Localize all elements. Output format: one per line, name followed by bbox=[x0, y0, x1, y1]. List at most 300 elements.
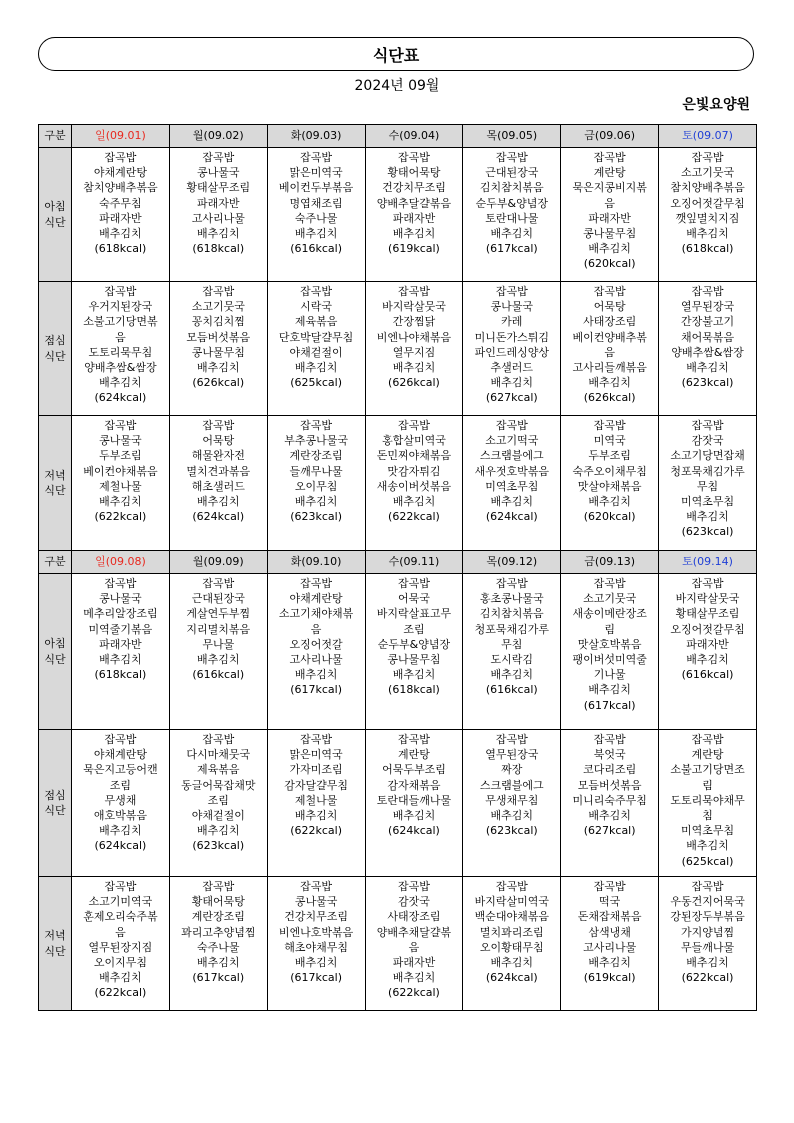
dish-item: 감잣국 bbox=[691, 434, 724, 448]
menu-cell bbox=[365, 416, 463, 551]
dish-item: 순두부&양념장 bbox=[377, 637, 451, 651]
dish-item: 오이황태무침 bbox=[479, 940, 544, 954]
dish-item: 미역초무침 bbox=[680, 824, 735, 838]
menu-cell bbox=[463, 282, 561, 416]
dish-item: 계란탕 bbox=[691, 748, 724, 762]
menu-cell bbox=[659, 730, 757, 877]
dish-item: 잡곡밥 bbox=[300, 419, 333, 432]
menu-cell bbox=[561, 877, 659, 1011]
calorie-value: (624kcal) bbox=[485, 510, 538, 524]
dish-item: 잡곡밥 bbox=[691, 419, 724, 432]
dish-item: 미역줄기볶음 bbox=[88, 622, 153, 636]
dish-item: 배추김치 bbox=[99, 824, 142, 838]
dish-item: 배추김치 bbox=[588, 495, 631, 509]
dish-item: 잡곡밥 bbox=[398, 733, 430, 746]
dish-item: 양배추쌈&쌈장 bbox=[671, 345, 744, 359]
dish-item: 소불고기당면볶 bbox=[83, 315, 158, 329]
dish-item: 우거지된장국 bbox=[88, 300, 153, 314]
menu-cell bbox=[659, 574, 757, 730]
dish-item: 잡곡밥 bbox=[202, 880, 235, 893]
menu-cell bbox=[169, 574, 267, 730]
dish-item: 북엇국 bbox=[593, 748, 626, 762]
dish-item: 팽이버섯미역줄 bbox=[572, 653, 647, 667]
dish-item: 참치양배추볶음 bbox=[83, 181, 158, 195]
dish-item: 청포묵채김가루 bbox=[474, 622, 549, 636]
breakfast-row bbox=[39, 574, 757, 730]
calorie-value: (625kcal) bbox=[681, 854, 734, 868]
dish-item: 열무된장지짐 bbox=[88, 940, 153, 954]
gubun-label: 구분 bbox=[39, 125, 72, 148]
breakfast-row bbox=[39, 148, 757, 282]
day-header: 토(09.07) bbox=[659, 125, 757, 148]
dish-item: 비엔나호박볶음 bbox=[278, 925, 354, 939]
dish-item: 멸치견과볶음 bbox=[186, 464, 251, 478]
dish-item: 배추김치 bbox=[392, 495, 436, 509]
calorie-value: (624kcal) bbox=[485, 971, 538, 985]
dish-item: 감자채볶음 bbox=[387, 778, 441, 792]
dish-item: 배추김치 bbox=[392, 361, 436, 375]
calorie-value: (617kcal) bbox=[192, 971, 245, 985]
dish-item: 바지락살표고무 bbox=[376, 607, 452, 621]
dish-item: 잡곡밥 bbox=[202, 733, 235, 746]
calorie-value: (617kcal) bbox=[485, 242, 538, 256]
dish-item: 애호박볶음 bbox=[93, 809, 147, 823]
dish-item: 잡곡밥 bbox=[495, 880, 528, 893]
dish-item: 미역초무침 bbox=[485, 479, 539, 493]
dish-item: 미니리숙주무침 bbox=[572, 793, 647, 807]
day-header: 수(09.04) bbox=[365, 125, 463, 148]
menu-cell bbox=[561, 282, 659, 416]
dish-item: 림 bbox=[702, 778, 713, 792]
dish-item: 가지양념찜 bbox=[680, 925, 735, 939]
calorie-value: (619kcal) bbox=[583, 971, 636, 985]
dish-item: 배추김치 bbox=[490, 809, 534, 823]
dish-item: 돈민찌야채볶음 bbox=[376, 449, 452, 463]
dish-item: 도토리묵무침 bbox=[88, 345, 153, 359]
calorie-value: (623kcal) bbox=[681, 376, 734, 390]
meal-label: 저녁 식단 bbox=[39, 416, 72, 551]
dish-item: 잡곡밥 bbox=[202, 419, 235, 432]
dish-item: 바지락살미역국 bbox=[474, 895, 549, 909]
dish-item: 새우젓호박볶음 bbox=[474, 464, 549, 478]
calorie-value: (626kcal) bbox=[192, 376, 245, 390]
dish-item: 잡곡밥 bbox=[593, 577, 626, 590]
week-header-row bbox=[39, 125, 757, 148]
calorie-value: (616kcal) bbox=[681, 668, 734, 682]
dish-item: 건강치무조림 bbox=[382, 181, 446, 195]
calorie-value: (622kcal) bbox=[94, 986, 147, 1000]
dish-item: 삼색냉채 bbox=[588, 925, 631, 939]
day-header: 일(09.01) bbox=[72, 125, 170, 148]
dish-item: 청포묵채김가루 bbox=[670, 464, 745, 478]
dish-item: 김치참치볶음 bbox=[479, 181, 544, 195]
dish-item: 게살연두부찜 bbox=[186, 607, 251, 621]
dish-item: 콩나물국 bbox=[294, 895, 338, 909]
day-header: 목(09.05) bbox=[463, 125, 561, 148]
dish-item: 잡곡밥 bbox=[104, 285, 137, 298]
dish-item: 배추김치 bbox=[686, 227, 729, 241]
dish-item: 배추김치 bbox=[686, 956, 729, 970]
calorie-value: (622kcal) bbox=[94, 510, 147, 524]
dish-item: 백순대야채볶음 bbox=[474, 910, 549, 924]
dish-item: 훈제오리숙주볶 bbox=[83, 910, 158, 924]
calorie-value: (620kcal) bbox=[583, 510, 636, 524]
dish-item: 황태어묵탕 bbox=[191, 895, 245, 909]
dish-item: 단호박달걀무침 bbox=[278, 330, 354, 344]
dish-item: 제철나물 bbox=[294, 793, 338, 807]
dish-item: 도시락김 bbox=[490, 653, 534, 667]
dish-item: 새송이버섯볶음 bbox=[376, 479, 452, 493]
dish-item: 계란탕 bbox=[398, 748, 430, 762]
dish-item: 파래자반 bbox=[588, 211, 631, 225]
dish-item: 잡곡밥 bbox=[691, 733, 724, 746]
dish-item: 시락국 bbox=[300, 300, 333, 314]
dish-item: 열무지짐 bbox=[392, 345, 436, 359]
dish-item: 음 bbox=[115, 925, 126, 939]
dish-item: 오징어젓갈 bbox=[289, 637, 343, 651]
dish-item: 파래자반 bbox=[197, 196, 240, 210]
dish-item: 잡곡밥 bbox=[495, 285, 528, 298]
dish-item: 순두부&양념장 bbox=[475, 196, 548, 210]
calorie-value: (627kcal) bbox=[583, 824, 636, 838]
dish-item: 베이컨양배추볶 bbox=[572, 330, 647, 344]
dish-item: 잡곡밥 bbox=[300, 151, 333, 164]
dish-item: 황태어묵탕 bbox=[387, 166, 441, 180]
dish-item: 간장불고기 bbox=[680, 315, 735, 329]
dish-item: 배추김치 bbox=[686, 361, 729, 375]
menu-cell bbox=[267, 416, 365, 551]
calorie-value: (617kcal) bbox=[290, 683, 342, 697]
dish-item: 배추김치 bbox=[99, 376, 142, 390]
dish-item: 파래자반 bbox=[686, 637, 729, 651]
dish-item: 오이무침 bbox=[294, 479, 338, 493]
organization-name: 은빛요양원 bbox=[682, 97, 750, 113]
menu-cell bbox=[365, 574, 463, 730]
dish-item: 배추김치 bbox=[588, 376, 631, 390]
dish-item: 잡곡밥 bbox=[495, 577, 528, 590]
dish-item: 사태장조림 bbox=[583, 315, 637, 329]
dish-item: 지리멸치볶음 bbox=[186, 622, 251, 636]
dish-item: 배추김치 bbox=[197, 653, 240, 667]
dish-item: 조림 bbox=[207, 793, 229, 807]
dish-item: 홍합살미역국 bbox=[382, 434, 446, 448]
dish-item: 야채겉절이 bbox=[289, 345, 343, 359]
menu-cell bbox=[72, 416, 170, 551]
dish-item: 잡곡밥 bbox=[104, 733, 137, 746]
day-header: 금(09.13) bbox=[561, 551, 659, 574]
dish-item: 배추김치 bbox=[197, 227, 240, 241]
dish-item: 잡곡밥 bbox=[691, 151, 724, 164]
dish-item: 모듬버섯볶음 bbox=[186, 330, 251, 344]
dish-item: 참치양배추볶음 bbox=[670, 181, 745, 195]
dish-item: 잡곡밥 bbox=[202, 285, 235, 298]
dish-item: 명엽채조림 bbox=[289, 196, 343, 210]
dinner-row bbox=[39, 877, 757, 1011]
menu-cell bbox=[561, 148, 659, 282]
calorie-value: (626kcal) bbox=[583, 391, 636, 405]
menu-cell bbox=[72, 730, 170, 877]
dish-item: 무생채무침 bbox=[485, 793, 539, 807]
dish-item: 모듬버섯볶음 bbox=[577, 778, 642, 792]
dish-item: 잡곡밥 bbox=[495, 419, 528, 432]
dish-item: 배추김치 bbox=[490, 668, 534, 682]
dish-item: 도토리묵야채무 bbox=[670, 793, 745, 807]
meal-label: 점심 식단 bbox=[39, 282, 72, 416]
menu-cell bbox=[659, 148, 757, 282]
dish-item: 추샐러드 bbox=[490, 361, 534, 375]
calorie-value: (626kcal) bbox=[388, 376, 440, 390]
calorie-value: (617kcal) bbox=[290, 971, 342, 985]
dish-item: 소고기미역국 bbox=[88, 895, 153, 909]
meal-label: 점심 식단 bbox=[39, 730, 72, 877]
menu-cell bbox=[659, 877, 757, 1011]
dish-item: 무침 bbox=[501, 637, 523, 651]
dish-item: 배추김치 bbox=[490, 227, 534, 241]
dish-item: 미니돈가스튀김 bbox=[474, 330, 549, 344]
dish-item: 감자달걀무침 bbox=[284, 778, 348, 792]
dish-item: 오징어젓갈무침 bbox=[670, 196, 745, 210]
dish-item: 음 bbox=[115, 330, 126, 344]
dish-item: 무침 bbox=[696, 479, 719, 493]
dish-item: 파래자반 bbox=[99, 637, 142, 651]
dish-item: 배추김치 bbox=[490, 495, 534, 509]
meal-label: 아침 식단 bbox=[39, 574, 72, 730]
dish-item: 소고기뭇국 bbox=[583, 592, 637, 606]
day-header: 월(09.02) bbox=[169, 125, 267, 148]
dish-item: 소고기당면잡채 bbox=[670, 449, 745, 463]
dish-item: 계란장조림 bbox=[289, 449, 343, 463]
dish-item: 배추김치 bbox=[588, 242, 631, 256]
dish-item: 메추리알장조림 bbox=[83, 607, 158, 621]
dish-item: 콩나물국 bbox=[99, 434, 142, 448]
dish-item: 비엔나야채볶음 bbox=[376, 330, 452, 344]
dish-item: 콩나물국 bbox=[99, 592, 142, 606]
calorie-value: (622kcal) bbox=[388, 510, 440, 524]
calorie-value: (623kcal) bbox=[681, 525, 734, 539]
dish-item: 잡곡밥 bbox=[202, 151, 235, 164]
dish-item: 잡곡밥 bbox=[398, 880, 430, 893]
dish-item: 두부조림 bbox=[588, 449, 631, 463]
meal-label: 저녁 식단 bbox=[39, 877, 72, 1011]
dish-item: 잡곡밥 bbox=[495, 151, 528, 164]
dish-item: 음 bbox=[408, 940, 420, 954]
day-header: 금(09.06) bbox=[561, 125, 659, 148]
dish-item: 오이지무침 bbox=[93, 956, 147, 970]
dish-item: 맛살호박볶음 bbox=[577, 637, 642, 651]
dish-item: 어묵탕 bbox=[593, 300, 626, 314]
calorie-value: (624kcal) bbox=[192, 510, 245, 524]
dish-item: 계란탕 bbox=[593, 166, 626, 180]
calorie-value: (624kcal) bbox=[94, 391, 147, 405]
dish-item: 잡곡밥 bbox=[593, 880, 626, 893]
dish-item: 우동건지어묵국 bbox=[670, 895, 745, 909]
meal-label: 아침 식단 bbox=[39, 148, 72, 282]
dish-item: 배추김치 bbox=[392, 971, 436, 985]
dish-item: 해초샐러드 bbox=[191, 479, 245, 493]
dish-item: 잡곡밥 bbox=[104, 151, 137, 164]
dish-item: 근대된장국 bbox=[485, 166, 539, 180]
dish-item: 잡곡밥 bbox=[593, 419, 626, 432]
dish-item: 콩나물국 bbox=[490, 300, 534, 314]
dish-item: 배추김치 bbox=[686, 653, 729, 667]
dish-item: 음 bbox=[310, 622, 322, 636]
dish-item: 양배추채달걀볶 bbox=[376, 925, 452, 939]
dish-item: 배추김치 bbox=[294, 809, 338, 823]
meal-plan-table bbox=[38, 124, 757, 1011]
dish-item: 홍초콩나물국 bbox=[479, 592, 544, 606]
dish-item: 강된장두부볶음 bbox=[670, 910, 745, 924]
dish-item: 조림 bbox=[109, 778, 132, 792]
dish-item: 고사리나물 bbox=[583, 940, 637, 954]
dish-item: 소고기뭇국 bbox=[191, 300, 245, 314]
dish-item: 배추김치 bbox=[197, 495, 240, 509]
dish-item: 고사리나물 bbox=[191, 211, 245, 225]
menu-cell bbox=[169, 416, 267, 551]
menu-cell bbox=[169, 730, 267, 877]
lunch-row bbox=[39, 730, 757, 877]
dish-item: 잡곡밥 bbox=[104, 880, 137, 893]
dish-item: 배추김치 bbox=[99, 971, 142, 985]
dish-item: 기나물 bbox=[593, 668, 626, 682]
menu-cell bbox=[365, 730, 463, 877]
dish-item: 잡곡밥 bbox=[398, 577, 430, 590]
day-header: 일(09.08) bbox=[72, 551, 170, 574]
dish-item: 황태살무조림 bbox=[186, 181, 251, 195]
dish-item: 배추김치 bbox=[99, 653, 142, 667]
menu-cell bbox=[463, 416, 561, 551]
day-header: 월(09.09) bbox=[169, 551, 267, 574]
calorie-value: (627kcal) bbox=[485, 391, 538, 405]
dish-item: 음 bbox=[604, 345, 615, 359]
menu-cell bbox=[561, 730, 659, 877]
dish-item: 맑은미역국 bbox=[289, 166, 343, 180]
menu-cell bbox=[365, 282, 463, 416]
calorie-value: (622kcal) bbox=[290, 824, 342, 838]
dish-item: 야채겉절이 bbox=[191, 809, 245, 823]
dish-item: 배추김치 bbox=[588, 809, 631, 823]
dish-item: 무생채 bbox=[104, 793, 137, 807]
dish-item: 콩나물국 bbox=[197, 166, 240, 180]
dish-item: 배추김치 bbox=[686, 839, 729, 853]
menu-cell bbox=[659, 416, 757, 551]
lunch-row bbox=[39, 282, 757, 416]
dish-item: 숙주무침 bbox=[99, 196, 142, 210]
dish-item: 배추김치 bbox=[197, 956, 240, 970]
week-header-row bbox=[39, 551, 757, 574]
dish-item: 들깨무나물 bbox=[289, 464, 343, 478]
dish-item: 소고기떡국 bbox=[485, 434, 539, 448]
dish-item: 콩나물무침 bbox=[387, 653, 441, 667]
dish-item: 배추김치 bbox=[294, 361, 338, 375]
dish-item: 카레 bbox=[501, 315, 523, 329]
calorie-value: (625kcal) bbox=[290, 376, 342, 390]
gubun-label: 구분 bbox=[39, 551, 72, 574]
dish-item: 배추김치 bbox=[686, 510, 729, 524]
dish-item: 잡곡밥 bbox=[104, 419, 137, 432]
dish-item: 콩나물무침 bbox=[191, 345, 245, 359]
calorie-value: (618kcal) bbox=[94, 242, 147, 256]
dish-item: 깻잎멸치지짐 bbox=[675, 211, 740, 225]
menu-cell bbox=[267, 282, 365, 416]
menu-cell bbox=[463, 148, 561, 282]
dish-item: 근대된장국 bbox=[191, 592, 245, 606]
dish-item: 잡곡밥 bbox=[300, 880, 333, 893]
dish-item: 고사리나물 bbox=[289, 653, 343, 667]
dish-item: 배추김치 bbox=[294, 956, 338, 970]
dish-item: 스크램블에그 bbox=[479, 449, 544, 463]
dish-item: 채어묵볶음 bbox=[680, 330, 735, 344]
dish-item: 배추김치 bbox=[294, 668, 338, 682]
dish-item: 야채계란탕 bbox=[93, 166, 147, 180]
menu-cell bbox=[463, 877, 561, 1011]
dish-item: 맑은미역국 bbox=[289, 748, 343, 762]
day-header: 수(09.11) bbox=[365, 551, 463, 574]
dish-item: 잡곡밥 bbox=[300, 733, 333, 746]
dish-item: 잡곡밥 bbox=[495, 733, 528, 746]
dish-item: 파인드레싱양상 bbox=[474, 345, 549, 359]
dish-item: 새송이메란장조 bbox=[572, 607, 647, 621]
dish-item: 어묵두부조림 bbox=[382, 763, 446, 777]
dish-item: 배추김치 bbox=[99, 227, 142, 241]
calorie-value: (622kcal) bbox=[388, 986, 440, 1000]
dish-item: 사태장조림 bbox=[387, 910, 441, 924]
dish-item: 고사리들깨볶음 bbox=[572, 361, 647, 375]
calorie-value: (616kcal) bbox=[485, 683, 538, 697]
calorie-value: (618kcal) bbox=[94, 668, 147, 682]
menu-cell bbox=[365, 877, 463, 1011]
dish-item: 잡곡밥 bbox=[398, 151, 430, 164]
dish-item: 토란대나물 bbox=[485, 211, 539, 225]
dish-item: 바지락살뭇국 bbox=[675, 592, 740, 606]
menu-cell bbox=[72, 574, 170, 730]
dish-item: 토란대들깨나물 bbox=[376, 793, 452, 807]
dish-item: 떡국 bbox=[599, 895, 621, 909]
menu-cell bbox=[267, 148, 365, 282]
dish-item: 무들깨나물 bbox=[680, 940, 735, 954]
dish-item: 배추김치 bbox=[197, 824, 240, 838]
calorie-value: (624kcal) bbox=[94, 839, 147, 853]
dish-item: 야채계란탕 bbox=[289, 592, 343, 606]
calorie-value: (618kcal) bbox=[192, 242, 245, 256]
dish-item: 가자미조림 bbox=[289, 763, 343, 777]
dish-item: 배추김치 bbox=[588, 956, 631, 970]
dish-item: 파래자반 bbox=[392, 956, 436, 970]
dish-item: 침 bbox=[702, 809, 713, 823]
calorie-value: (619kcal) bbox=[388, 242, 440, 256]
dish-item: 무나물 bbox=[202, 637, 235, 651]
calorie-value: (618kcal) bbox=[388, 683, 440, 697]
dish-item: 잡곡밥 bbox=[202, 577, 235, 590]
menu-cell bbox=[169, 148, 267, 282]
dish-item: 김치참치볶음 bbox=[479, 607, 544, 621]
menu-period: 2024년 09월 bbox=[354, 78, 440, 94]
menu-cell bbox=[659, 282, 757, 416]
calorie-value: (618kcal) bbox=[681, 242, 734, 256]
dish-item: 코다리조림 bbox=[583, 763, 637, 777]
dish-item: 베이컨야채볶음 bbox=[83, 464, 158, 478]
dish-item: 음 bbox=[604, 196, 615, 210]
dish-item: 배추김치 bbox=[490, 956, 534, 970]
dish-item: 양배추달걀볶음 bbox=[376, 196, 452, 210]
dish-item: 해초야채무침 bbox=[284, 940, 348, 954]
dish-item: 배추김치 bbox=[197, 361, 240, 375]
day-header: 토(09.14) bbox=[659, 551, 757, 574]
dish-item: 돈채잡채볶음 bbox=[577, 910, 642, 924]
dish-item: 묵은지고등어캔 bbox=[83, 763, 158, 777]
dish-item: 꽁치김치찜 bbox=[191, 315, 245, 329]
dish-item: 잡곡밥 bbox=[691, 577, 724, 590]
calorie-value: (623kcal) bbox=[192, 839, 245, 853]
